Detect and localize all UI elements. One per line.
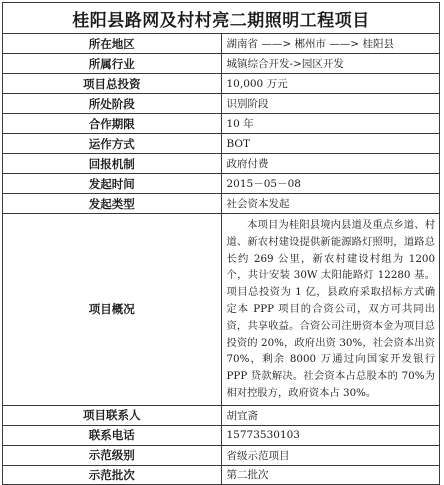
table-row	[3, 94, 440, 114]
demo-level-label: 示范级别	[3, 445, 222, 465]
total-investment-value: 10,000 万元	[221, 74, 440, 94]
overview-label: 项目概况	[3, 214, 222, 406]
table-row	[3, 54, 440, 74]
region-label: 所在地区	[3, 34, 222, 54]
table-row	[3, 445, 440, 465]
table-row	[3, 465, 440, 484]
cooperation-period-label: 合作期限	[3, 114, 222, 134]
launch-type-value: 社会资本发起	[221, 194, 440, 214]
table-row	[3, 74, 440, 94]
stage-label: 所处阶段	[3, 94, 222, 114]
cooperation-period-value: 10 年	[221, 114, 440, 134]
operation-mode-value: BOT	[221, 134, 440, 154]
table-row	[3, 194, 440, 214]
title-row	[3, 3, 440, 34]
contact-phone-label: 联系电话	[3, 425, 222, 445]
table-row	[3, 154, 440, 174]
table-row	[3, 174, 440, 194]
project-info-table	[2, 2, 440, 485]
table-row	[3, 214, 440, 406]
overview-text: 本项目为桂阳县境内县道及重点乡道、村道、新农村建设提供新能源路灯照明，道路总长约 269 公里，新农村建设村组为 1200 个，共计安装 30W 太阳能路灯 12280 基。项目总投资为 1 亿，县政府采取招标方式确定本 PPP 项目的合资公司，双方可共同出资，共享收益。合资公司注册资本金为项目总投资的 20%，政府出资 30%，社会资本出资 70%，剩余 8000 万通过向国家开发银行 PPP 贷款解决。社会资本占总股本的 70%为相对控股方，政府资本占 30%。	[221, 214, 440, 406]
contact-phone-value: 15773530103	[221, 425, 440, 445]
table-row	[3, 134, 440, 154]
launch-date-value: 2015－05－08	[221, 174, 440, 194]
operation-mode-label: 运作方式	[3, 134, 222, 154]
launch-date-label: 发起时间	[3, 174, 222, 194]
launch-type-label: 发起类型	[3, 194, 222, 214]
total-investment-label: 项目总投资	[3, 74, 222, 94]
industry-label: 所属行业	[3, 54, 222, 74]
table-row	[3, 114, 440, 134]
project-info-sheet	[2, 2, 440, 482]
industry-value: 城镇综合开发->园区开发	[221, 54, 440, 74]
page-title: 桂阳县路网及村村亮二期照明工程项目	[3, 3, 440, 34]
contact-person-value: 胡宜斋	[221, 405, 440, 425]
table-row	[3, 405, 440, 425]
table-row	[3, 34, 440, 54]
stage-value: 识别阶段	[221, 94, 440, 114]
contact-person-label: 项目联系人	[3, 405, 222, 425]
return-mechanism-label: 回报机制	[3, 154, 222, 174]
demo-level-value: 省级示范项目	[221, 445, 440, 465]
demo-batch-label: 示范批次	[3, 465, 222, 484]
return-mechanism-value: 政府付费	[221, 154, 440, 174]
region-value: 湖南省 ——> 郴州市 ——> 桂阳县	[221, 34, 440, 54]
table-row	[3, 425, 440, 445]
demo-batch-value: 第二批次	[221, 465, 440, 484]
